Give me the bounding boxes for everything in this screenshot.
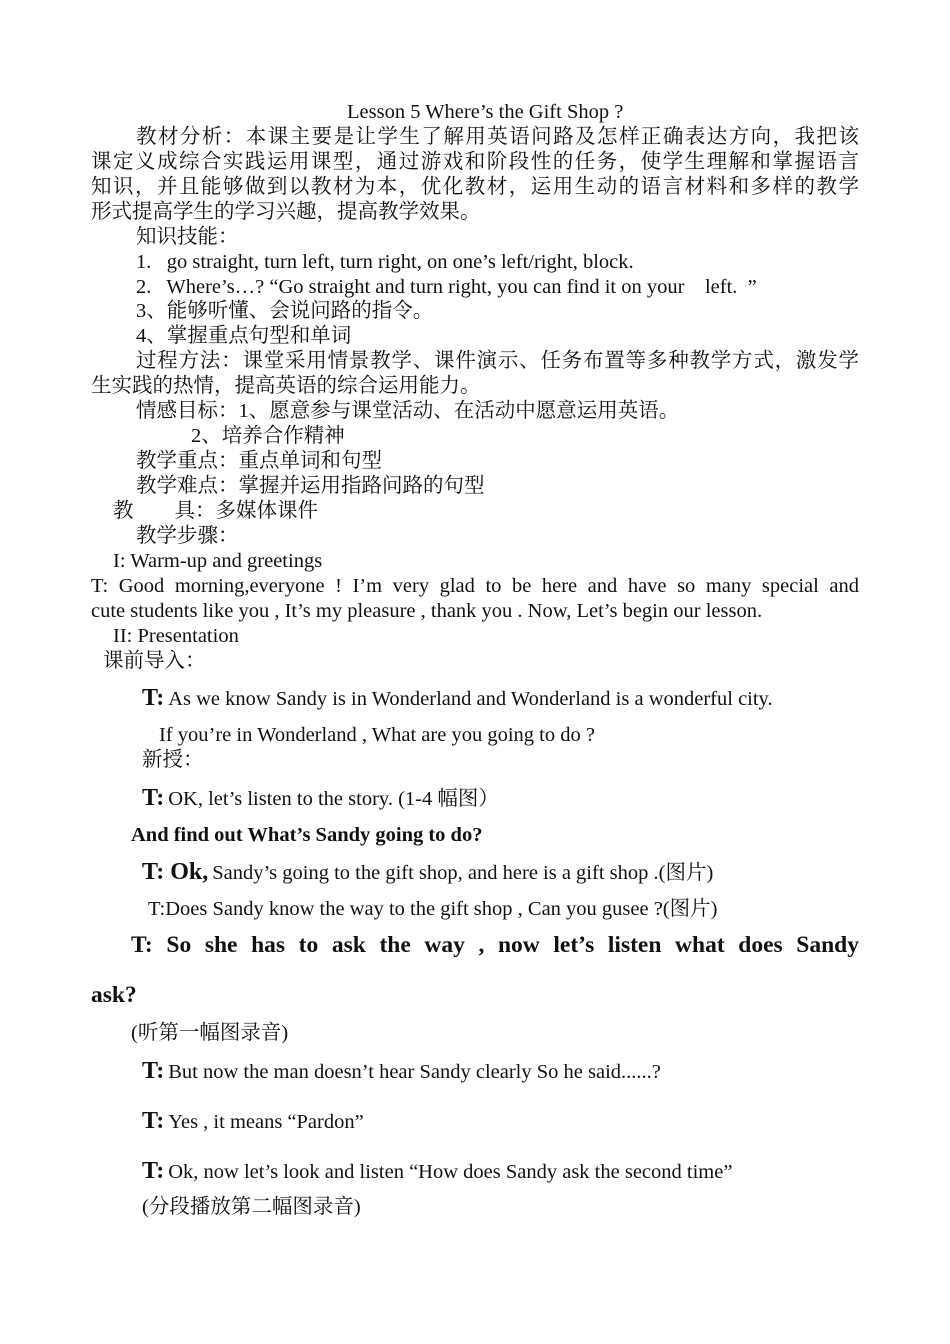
knowledge-item-1: 1. go straight, turn left, turn right, on one’s left/right, block. (136, 251, 634, 273)
audio-note-1: (听第一幅图录音) (131, 1022, 289, 1044)
knowledge-item-3: 3、能够听懂、会说问路的指令。 (136, 300, 434, 322)
analysis-line-2: 课定义成综合实践运用课型，通过游戏和阶段性的任务，使学生理解和掌握语言 (91, 151, 859, 173)
warmup-line-2: cute students like you , It’s my pleasure , thank you . Now, Let’s begin our lesson. (91, 600, 763, 622)
teacher-label: T: (142, 1058, 165, 1084)
teaching-difficulty: 教学难点：掌握并运用指路问路的句型 (136, 475, 485, 497)
lead-in-heading: 课前导入： (103, 650, 206, 672)
teacher-line-ask-1: T: So she has to ask the way , now let’s listen what does Sandy (131, 932, 859, 958)
teacher-text: Yes , it means “Pardon” (168, 1111, 364, 1133)
steps-heading: 教学步骤： (136, 525, 239, 547)
teacher-line-does: T:Does Sandy know the way to the gift shop , Can you gusee ?(图片) (148, 898, 718, 920)
analysis-line-1: 教材分析：本课主要是让学生了解用英语问路及怎样正确表达方向，我把该 (136, 126, 859, 148)
teacher-text: Ok, now let’s look and listen “How does Sandy ask the second time” (168, 1161, 733, 1183)
analysis-line-3: 知识，并且能够做到以教材为本，优化教材，运用生动的语言材料和多样的教学 (91, 176, 859, 198)
process-line-1: 过程方法：课堂采用情景教学、课件演示、任务布置等多种教学方式，激发学 (136, 350, 859, 372)
teacher-text: As we know Sandy is in Wonderland and Wonderland is a wonderful city. (168, 688, 773, 710)
teacher-text: Sandy’s going to the gift shop, and here is a gift shop .(图片) (212, 862, 714, 884)
teacher-line-giftshop (142, 860, 713, 886)
teaching-focus: 教学重点：重点单词和句型 (136, 450, 382, 472)
knowledge-item-4: 4、掌握重点句型和单词 (136, 325, 352, 347)
teacher-label: T: (142, 1108, 165, 1134)
teacher-line-ask-2: ask? (91, 982, 137, 1008)
page-title: Lesson 5 Where’s the Gift Shop ? (347, 101, 624, 123)
question-line: If you’re in Wonderland , What are you going to do ? (159, 724, 595, 746)
knowledge-item-2: 2. Where’s…? “Go straight and turn right, you can find it on your left. ” (136, 276, 757, 298)
presentation-heading: II: Presentation (113, 625, 239, 647)
teacher-text: OK, let’s listen to the story. (1-4 幅图） (168, 788, 499, 810)
find-out-line: And find out What’s Sandy going to do? (131, 824, 483, 846)
teacher-label: T: (142, 1158, 165, 1184)
teaching-tools: 教 具：多媒体课件 (113, 500, 318, 522)
new-lesson-heading: 新授： (142, 749, 204, 771)
emotion-line-1: 情感目标：1、愿意参与课堂活动、在活动中愿意运用英语。 (136, 400, 680, 422)
teacher-line-wonderland (142, 686, 773, 712)
knowledge-heading: 知识技能： (136, 226, 239, 248)
teacher-line-second (142, 1159, 732, 1185)
teacher-line-yes (142, 1109, 364, 1135)
audio-note-2: (分段播放第二幅图录音) (142, 1196, 361, 1218)
warmup-line-1: T: Good morning,everyone ! I’m very glad to be here and have so many special and (91, 575, 859, 597)
teacher-label: T: (142, 685, 165, 711)
emotion-line-2: 2、培养合作精神 (191, 425, 345, 447)
teacher-line-but (142, 1059, 661, 1085)
teacher-text: But now the man doesn’t hear Sandy clearly So he said......? (168, 1061, 661, 1083)
teacher-label: T: Ok, (142, 859, 209, 885)
teacher-line-listen (142, 786, 499, 812)
teacher-label: T: (142, 785, 165, 811)
analysis-line-4: 形式提高学生的学习兴趣，提高教学效果。 (91, 201, 481, 223)
warmup-heading: I: Warm-up and greetings (113, 550, 323, 572)
process-line-2: 生实践的热情，提高英语的综合运用能力。 (91, 375, 481, 397)
